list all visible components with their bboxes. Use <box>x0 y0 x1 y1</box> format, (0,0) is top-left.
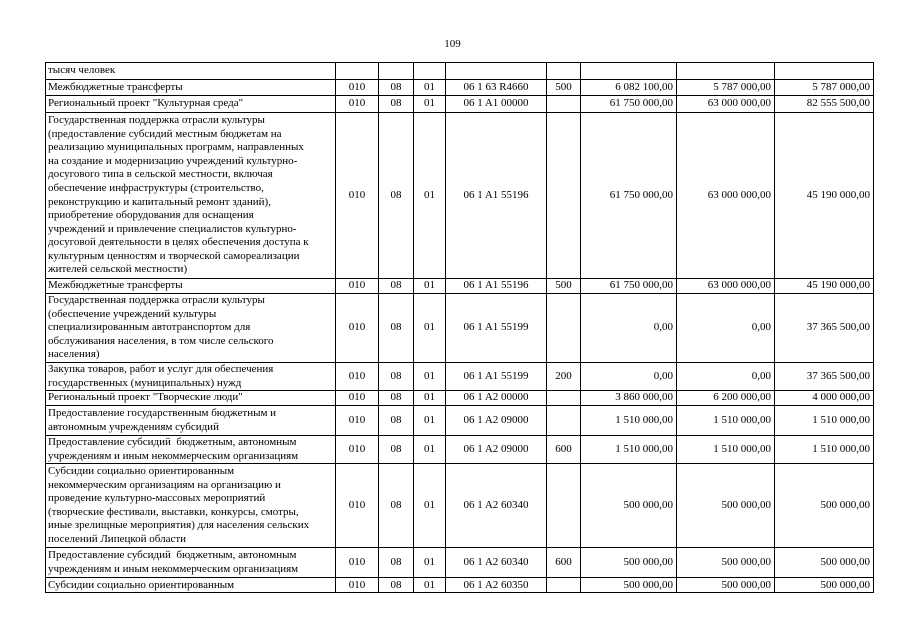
table-row <box>46 464 874 548</box>
amount-cell-2 <box>677 63 775 80</box>
description-cell: Государственная поддержка отрасли культуры (предоставление субсидий местным бюджетам на реализацию муниципальных программ, направленных на создание и модернизацию учреждений культурно- досугового типа в сельской местности, включая обеспечение инфраструктуры (строительство, реконструкцию и капитальный ремонт зданий), приобретение оборудования для оснащения учреждений и привлечение специалистов культурно- досуговой деятельности в целях обеспечения доступа к культурным ценностям и творческой самореализации жителей сельской местности) <box>46 113 336 279</box>
ministry-code-cell: 010 <box>336 464 379 548</box>
section-code-cell: 08 <box>379 80 414 96</box>
amount-cell-3: 500 000,00 <box>775 548 874 578</box>
table-row <box>46 406 874 436</box>
ministry-code-cell: 010 <box>336 436 379 464</box>
description-cell: Региональный проект "Творческие люди" <box>46 391 336 406</box>
ministry-code-cell: 010 <box>336 96 379 113</box>
amount-cell-2: 63 000 000,00 <box>677 96 775 113</box>
amount-cell-3: 1 510 000,00 <box>775 406 874 436</box>
table-row <box>46 279 874 294</box>
table-row <box>46 63 874 80</box>
description-cell: Межбюджетные трансферты <box>46 80 336 96</box>
expense-type-cell <box>547 406 581 436</box>
description-cell: тысяч человек <box>46 63 336 80</box>
ministry-code-cell: 010 <box>336 578 379 593</box>
amount-cell-3: 1 510 000,00 <box>775 436 874 464</box>
page-number: 109 <box>444 38 461 50</box>
subsection-code-cell: 01 <box>414 436 446 464</box>
amount-cell-1: 1 510 000,00 <box>581 436 677 464</box>
amount-cell-3: 500 000,00 <box>775 464 874 548</box>
amount-cell-2: 63 000 000,00 <box>677 113 775 279</box>
amount-cell-2: 0,00 <box>677 363 775 391</box>
amount-cell-2: 500 000,00 <box>677 464 775 548</box>
amount-cell-3: 4 000 000,00 <box>775 391 874 406</box>
section-code-cell: 08 <box>379 578 414 593</box>
target-article-cell <box>446 63 547 80</box>
subsection-code-cell: 01 <box>414 113 446 279</box>
amount-cell-1: 3 860 000,00 <box>581 391 677 406</box>
target-article-cell: 06 1 A2 09000 <box>446 406 547 436</box>
target-article-cell: 06 1 A1 55199 <box>446 294 547 363</box>
expense-type-cell: 600 <box>547 548 581 578</box>
ministry-code-cell <box>336 63 379 80</box>
amount-cell-1: 500 000,00 <box>581 464 677 548</box>
subsection-code-cell: 01 <box>414 80 446 96</box>
target-article-cell: 06 1 A2 00000 <box>446 391 547 406</box>
amount-cell-3: 45 190 000,00 <box>775 279 874 294</box>
table-row <box>46 436 874 464</box>
subsection-code-cell: 01 <box>414 464 446 548</box>
subsection-code-cell: 01 <box>414 406 446 436</box>
subsection-code-cell: 01 <box>414 294 446 363</box>
description-cell: Субсидии социально ориентированным некоммерческим организациям на организацию и проведение культурно-массовых мероприятий (творческие фестивали, выставки, конкурсы, смотры, иные зрелищные мероприятия) для населения сельских поселений Липецкой области <box>46 464 336 548</box>
amount-cell-2: 63 000 000,00 <box>677 279 775 294</box>
table-row <box>46 578 874 593</box>
amount-cell-1: 61 750 000,00 <box>581 113 677 279</box>
subsection-code-cell: 01 <box>414 279 446 294</box>
amount-cell-3: 37 365 500,00 <box>775 363 874 391</box>
section-code-cell: 08 <box>379 548 414 578</box>
ministry-code-cell: 010 <box>336 391 379 406</box>
table-row <box>46 548 874 578</box>
expense-type-cell <box>547 464 581 548</box>
section-code-cell: 08 <box>379 294 414 363</box>
ministry-code-cell: 010 <box>336 363 379 391</box>
amount-cell-1: 61 750 000,00 <box>581 96 677 113</box>
amount-cell-2: 1 510 000,00 <box>677 406 775 436</box>
amount-cell-2: 6 200 000,00 <box>677 391 775 406</box>
expense-type-cell <box>547 294 581 363</box>
description-cell: Предоставление государственным бюджетным и автономным учреждениям субсидий <box>46 406 336 436</box>
amount-cell-1: 0,00 <box>581 363 677 391</box>
amount-cell-3: 500 000,00 <box>775 578 874 593</box>
expense-type-cell: 600 <box>547 436 581 464</box>
amount-cell-1: 6 082 100,00 <box>581 80 677 96</box>
target-article-cell: 06 1 A2 60340 <box>446 464 547 548</box>
table-row <box>46 96 874 113</box>
amount-cell-2: 500 000,00 <box>677 578 775 593</box>
target-article-cell: 06 1 A2 09000 <box>446 436 547 464</box>
amount-cell-3: 82 555 500,00 <box>775 96 874 113</box>
amount-cell-2: 5 787 000,00 <box>677 80 775 96</box>
table-row <box>46 294 874 363</box>
description-cell: Государственная поддержка отрасли культуры (обеспечение учреждений культуры специализированным автотранспортом для обслуживания населения, в том числе сельского населения) <box>46 294 336 363</box>
amount-cell-3: 5 787 000,00 <box>775 80 874 96</box>
amount-cell-1: 0,00 <box>581 294 677 363</box>
description-cell: Предоставление субсидий бюджетным, автономным учреждениям и иным некоммерческим организациям <box>46 436 336 464</box>
amount-cell-2: 500 000,00 <box>677 548 775 578</box>
section-code-cell: 08 <box>379 391 414 406</box>
target-article-cell: 06 1 A2 60340 <box>446 548 547 578</box>
target-article-cell: 06 1 A1 55196 <box>446 113 547 279</box>
amount-cell-1: 500 000,00 <box>581 548 677 578</box>
description-cell: Предоставление субсидий бюджетным, автономным учреждениям и иным некоммерческим организациям <box>46 548 336 578</box>
section-code-cell: 08 <box>379 113 414 279</box>
ministry-code-cell: 010 <box>336 80 379 96</box>
expense-type-cell <box>547 391 581 406</box>
table-row <box>46 391 874 406</box>
budget-table <box>45 62 874 593</box>
expense-type-cell: 200 <box>547 363 581 391</box>
target-article-cell: 06 1 A1 55196 <box>446 279 547 294</box>
subsection-code-cell: 01 <box>414 578 446 593</box>
section-code-cell: 08 <box>379 96 414 113</box>
target-article-cell: 06 1 A1 55199 <box>446 363 547 391</box>
expense-type-cell <box>547 578 581 593</box>
amount-cell-1: 1 510 000,00 <box>581 406 677 436</box>
expense-type-cell <box>547 96 581 113</box>
amount-cell-2: 0,00 <box>677 294 775 363</box>
section-code-cell: 08 <box>379 436 414 464</box>
target-article-cell: 06 1 A1 00000 <box>446 96 547 113</box>
table-row <box>46 113 874 279</box>
amount-cell-1 <box>581 63 677 80</box>
ministry-code-cell: 010 <box>336 548 379 578</box>
table-row <box>46 80 874 96</box>
section-code-cell: 08 <box>379 363 414 391</box>
expense-type-cell: 500 <box>547 279 581 294</box>
amount-cell-1: 500 000,00 <box>581 578 677 593</box>
section-code-cell: 08 <box>379 464 414 548</box>
table-row <box>46 363 874 391</box>
amount-cell-3: 45 190 000,00 <box>775 113 874 279</box>
ministry-code-cell: 010 <box>336 279 379 294</box>
subsection-code-cell: 01 <box>414 548 446 578</box>
ministry-code-cell: 010 <box>336 113 379 279</box>
expense-type-cell <box>547 113 581 279</box>
description-cell: Региональный проект "Культурная среда" <box>46 96 336 113</box>
amount-cell-1: 61 750 000,00 <box>581 279 677 294</box>
target-article-cell: 06 1 A2 60350 <box>446 578 547 593</box>
description-cell: Субсидии социально ориентированным <box>46 578 336 593</box>
subsection-code-cell <box>414 63 446 80</box>
subsection-code-cell: 01 <box>414 363 446 391</box>
expense-type-cell <box>547 63 581 80</box>
section-code-cell: 08 <box>379 279 414 294</box>
section-code-cell: 08 <box>379 406 414 436</box>
subsection-code-cell: 01 <box>414 391 446 406</box>
target-article-cell: 06 1 63 R4660 <box>446 80 547 96</box>
amount-cell-2: 1 510 000,00 <box>677 436 775 464</box>
description-cell: Межбюджетные трансферты <box>46 279 336 294</box>
ministry-code-cell: 010 <box>336 294 379 363</box>
expense-type-cell: 500 <box>547 80 581 96</box>
ministry-code-cell: 010 <box>336 406 379 436</box>
description-cell: Закупка товаров, работ и услуг для обеспечения государственных (муниципальных) нужд <box>46 363 336 391</box>
amount-cell-3: 37 365 500,00 <box>775 294 874 363</box>
subsection-code-cell: 01 <box>414 96 446 113</box>
section-code-cell <box>379 63 414 80</box>
amount-cell-3 <box>775 63 874 80</box>
